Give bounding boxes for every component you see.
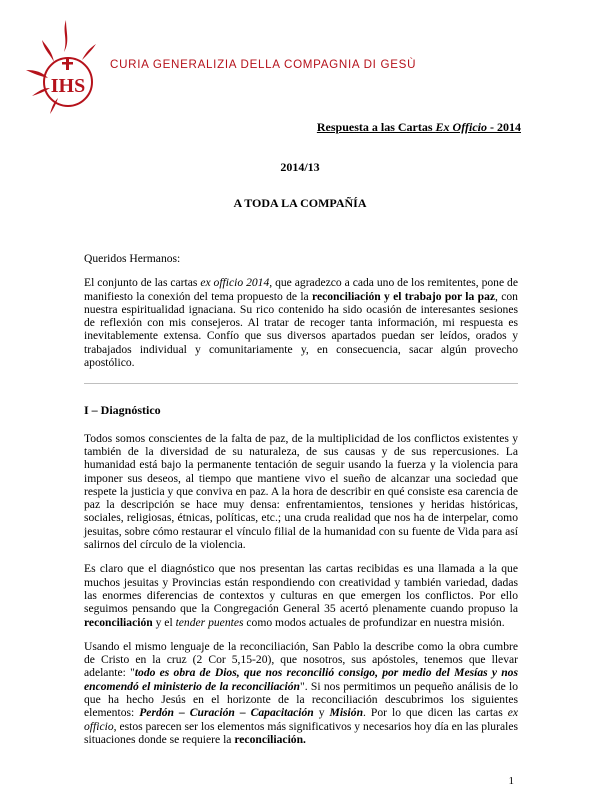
jesuit-seal-logo — [22, 18, 108, 118]
logo-monogram: IHS — [50, 75, 86, 97]
salutation: Queridos Hermanos: — [84, 252, 181, 265]
diagnosis-paragraph-1: Todos somos conscientes de la falta de paz, de la multiplicidad de los conflictos existentes y también de la diversidad de su naturaleza, de sus causas y de sus repercusiones. La humanidad está bajo la permanente tentación de seguir usando la fuerza y la violencia para imponer sus deseos, al tiempo que mantiene vivo el sueño de alcanzar una sociedad que respete la justicia y que conviva en paz. A la hora de describir en qué consiste esa carencia de paz la descripción se hace muy densa: enfrentamientos, tensiones y heridas históricas, sociales, religiosas, étnicas, políticas, etc.; una cruda realidad que nos ha de interpelar, como jesuitas, sobre cómo restaurar el vínculo filial de la humanidad con su fuente de Vida para así salirnos del círculo de la violencia. — [84, 431, 518, 552]
section-heading: I – Diagnóstico — [84, 403, 161, 418]
letter-body — [84, 252, 518, 757]
reference-number: 2014/13 — [280, 160, 320, 174]
intro-paragraph: El conjunto de las cartas ex officio 2014, que agradezco a cada uno de los remitentes, pone de manifiesto la conexión del tema propuesto de la reconciliación y el trabajo por la paz, con nuestra espiritualidad ignaciana. Su rico contenido ha sido ocasión de interesantes sesiones de reflexión con mis consejeros. Al tratar de recoger tanta información, mi respuesta es inevitablemente extensa. Confío que sus diversos apartados puedan ser leídos, orados y trabajados individual y comunitariamente y, en consecuencia, sacar algún provecho apostólico. — [84, 276, 518, 370]
diagnosis-paragraph-2: Es claro que el diagnóstico que nos presentan las cartas recibidas es una llamada a la que muchos jesuitas y Provincias están respondiendo con creatividad y también variedad, dadas las enormes diferencias de contextos y culturas en que emergen los conflictos. Por ello seguimos pensando que la Congregación General 35 acertó plenamente cuando propuso la reconciliación y el tender puentes como modos actuales de profundizar en nuestra misión. — [84, 562, 518, 629]
addressee: A TODA LA COMPAÑÍA — [233, 196, 367, 210]
letter-subject: Respuesta a las Cartas Ex Officio - 2014 — [316, 120, 521, 134]
diagnosis-paragraph-3: Usando el mismo lenguaje de la reconciliación, San Pablo la describe como la obra cumbre de Cristo en la cruz (2 Cor 5,15-20), que nosotros, sus apóstoles, tenemos que llevar adelante: "todo es obra de Dios, que nos reconcilió consigo, por medio del Mesías y nos encomendó el ministerio de la reconciliación". Si nos permitimos un pequeño análisis de lo que ha hecho Jesús en el horizonte de la reconciliación descubrimos los siguientes elementos: Perdón – Curación – Capacitación y Misión. Por lo que dicen las cartas ex officio, estos parecen ser los elementos más significativos y necesarios hoy día en las plurales situaciones donde se requiere la reconciliación. — [84, 639, 518, 746]
page-number: 1 — [508, 775, 514, 787]
org-name: CURIA GENERALIZIA DELLA COMPAGNIA DI GESÙ — [110, 58, 417, 71]
section-divider — [84, 383, 518, 384]
